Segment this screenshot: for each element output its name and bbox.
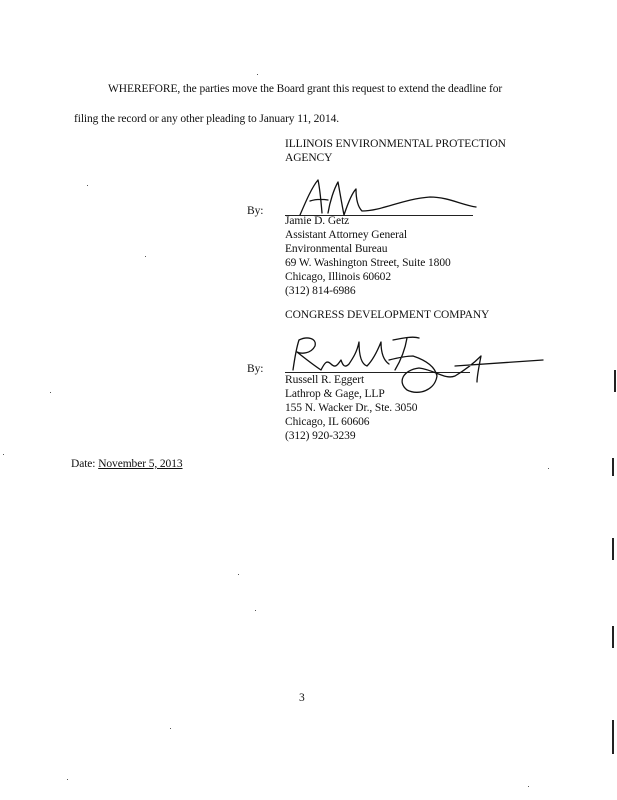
scan-speck [67,779,68,780]
party2-name: Russell R. Eggert [285,374,365,386]
party2-address-line-1: 155 N. Wacker Dr., Ste. 3050 [285,402,418,414]
scan-speck [255,610,256,611]
paragraph-line-2: filing the record or any other pleading to January 11, 2014. [74,113,340,125]
scan-speck [257,74,258,75]
scan-edge-mark [612,720,614,754]
party1-name: Jamie D. Getz [285,215,350,227]
date-label: Date: [71,458,99,470]
party1-org-line-2: AGENCY [285,152,333,164]
scan-speck [87,185,88,186]
scan-speck [548,468,549,469]
party2-phone: (312) 920-3239 [285,430,356,442]
party1-dept: Environmental Bureau [285,243,388,255]
party1-address-line-1: 69 W. Washington Street, Suite 1800 [285,257,451,269]
scan-edge-mark [614,370,616,392]
scan-speck [528,786,529,787]
scan-speck [238,574,239,575]
party2-address-line-2: Chicago, IL 60606 [285,416,370,428]
scan-speck [170,728,171,729]
scan-edge-mark [612,538,614,560]
scan-speck [145,256,146,257]
scan-edge-mark [612,458,614,476]
page-number: 3 [299,692,305,704]
scan-speck [3,454,4,455]
date-value: November 5, 2013 [98,458,183,470]
scan-edge-mark [612,626,614,648]
date-line [71,458,183,470]
paragraph-line-1: WHEREFORE, the parties move the Board grant this request to extend the deadline for [108,83,503,95]
party2-by-label: By: [247,363,264,375]
party2-firm: Lathrop & Gage, LLP [285,388,385,400]
party2-org: CONGRESS DEVELOPMENT COMPANY [285,309,490,321]
scan-speck [50,392,51,393]
party1-org-line-1: ILLINOIS ENVIRONMENTAL PROTECTION [285,138,506,150]
party1-phone: (312) 814-6986 [285,285,356,297]
party1-address-line-2: Chicago, Illinois 60602 [285,271,391,283]
party1-by-label: By: [247,205,264,217]
party1-title: Assistant Attorney General [285,229,407,241]
